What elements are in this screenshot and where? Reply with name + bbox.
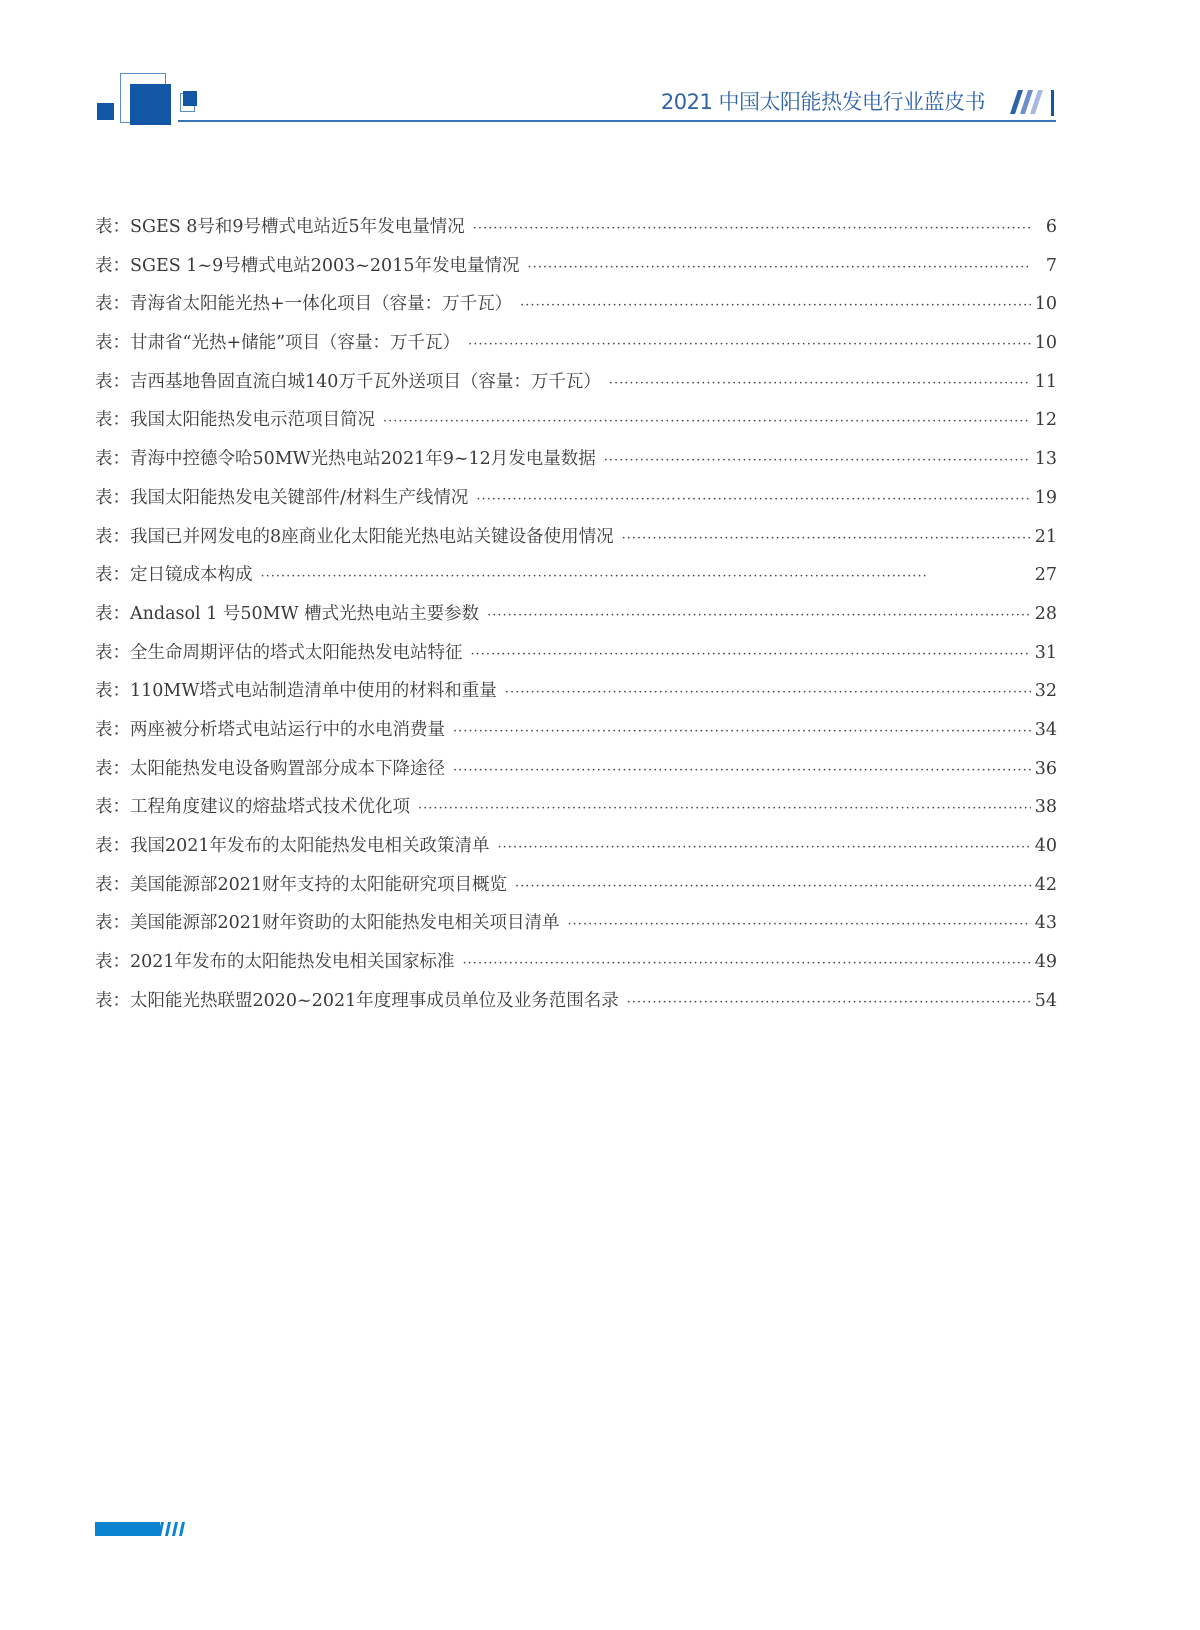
toc-leader-dots — [453, 724, 1031, 739]
toc-entry[interactable] — [95, 523, 1057, 562]
toc-entry-prefix: 表： — [95, 952, 130, 973]
toc-entry-prefix: 表： — [95, 642, 130, 663]
toc-entry-title[interactable]: SGES 8号和9号槽式电站近5年发电量情况 — [130, 217, 465, 237]
toc-entry[interactable] — [95, 639, 1057, 678]
logo-small-square — [97, 103, 114, 120]
toc-leader-dots — [471, 647, 1031, 662]
toc-entry-title[interactable]: 美国能源部2021财年资助的太阳能热发电相关项目清单 — [130, 913, 560, 934]
toc-entry-title[interactable]: 太阳能热发电设备购置部分成本下降途径 — [130, 758, 445, 779]
toc-entry[interactable] — [95, 252, 1057, 291]
toc-entry-page[interactable]: 13 — [1034, 449, 1057, 470]
toc-leader-dots — [453, 763, 1031, 778]
toc-entry-prefix: 表： — [95, 874, 130, 895]
toc-entry-page[interactable]: 7 — [1045, 255, 1057, 276]
logo-mini-square — [183, 91, 197, 106]
toc-entry-title[interactable]: 工程角度建议的熔盐塔式技术优化项 — [130, 797, 410, 818]
toc-entry-title[interactable]: 我国已并网发电的8座商业化太阳能光热电站关键设备使用情况 — [130, 526, 614, 547]
toc-entry-page[interactable]: 43 — [1034, 913, 1057, 934]
footer-bar — [95, 1522, 160, 1536]
toc-entry-title[interactable]: 青海省太阳能光热+一体化项目（容量：万千瓦） — [130, 294, 513, 315]
toc-entry-page[interactable]: 10 — [1034, 333, 1057, 354]
toc-entry[interactable] — [95, 290, 1057, 329]
toc-leader-dots — [604, 453, 1031, 468]
toc-entry-prefix: 表： — [95, 797, 130, 818]
header-rule — [178, 120, 1056, 122]
toc-leader-dots — [261, 569, 1031, 584]
toc-entry-page[interactable]: 40 — [1034, 836, 1057, 856]
logo-large-square — [130, 84, 171, 125]
toc-entry-page[interactable]: 49 — [1034, 952, 1057, 973]
toc-entry-page[interactable]: 28 — [1034, 603, 1057, 624]
toc-entry[interactable] — [95, 368, 1057, 407]
toc-entry[interactable] — [95, 755, 1057, 794]
toc-entry-prefix: 表： — [95, 487, 130, 508]
toc-leader-dots — [463, 956, 1031, 971]
toc-entry[interactable] — [95, 445, 1057, 484]
toc-entry-title[interactable]: Andasol 1 号50MW 槽式光热电站主要参数 — [130, 603, 480, 624]
toc-entry[interactable] — [95, 716, 1057, 755]
toc-entry[interactable] — [95, 909, 1057, 948]
toc-entry[interactable] — [95, 948, 1057, 987]
toc-entry-title[interactable]: 110MW塔式电站制造清单中使用的材料和重量 — [130, 681, 497, 702]
toc-leader-dots — [476, 492, 1030, 507]
toc-entry-page[interactable]: 34 — [1034, 719, 1057, 740]
toc-entry-title[interactable]: 全生命周期评估的塔式太阳能热发电站特征 — [130, 642, 463, 663]
toc-entry-title[interactable]: 甘肃省“光热+储能”项目（容量：万千瓦） — [130, 333, 461, 354]
toc-leader-dots — [627, 995, 1031, 1010]
toc-entry-title[interactable]: 吉西基地鲁固直流白城140万千瓦外送项目（容量：万千瓦） — [130, 371, 601, 392]
toc-entry[interactable] — [95, 987, 1057, 1026]
toc-leader-dots — [498, 840, 1031, 855]
toc-entry-title[interactable]: 美国能源部2021财年支持的太阳能研究项目概览 — [130, 874, 508, 895]
toc-entry-title[interactable]: 我国太阳能热发电示范项目简况 — [130, 410, 375, 431]
toc-entry-prefix: 表： — [95, 565, 130, 586]
toc-entry-prefix: 表： — [95, 758, 130, 779]
toc-entry-title[interactable]: SGES 1~9号槽式电站2003~2015年发电量情况 — [130, 255, 520, 276]
toc-entry-title[interactable]: 2021年发布的太阳能热发电相关国家标准 — [130, 952, 455, 973]
toc-leader-dots — [473, 221, 1031, 236]
toc-entry[interactable] — [95, 329, 1057, 368]
toc-entry-page[interactable]: 11 — [1034, 371, 1057, 392]
toc-entry-title[interactable]: 青海中控德令哈50MW光热电站2021年9~12月发电量数据 — [130, 449, 596, 470]
toc-entry-prefix: 表： — [95, 719, 130, 740]
toc-entry-page[interactable]: 6 — [1045, 217, 1057, 237]
toc-entry-prefix: 表： — [95, 526, 130, 547]
toc-entry-page[interactable]: 32 — [1034, 681, 1057, 702]
toc-leader-dots — [487, 608, 1031, 623]
header-title: 2021 中国太阳能热发电行业蓝皮书 — [660, 90, 985, 114]
toc-entry-prefix: 表： — [95, 333, 130, 354]
toc-entry-title[interactable]: 我国2021年发布的太阳能热发电相关政策清单 — [130, 836, 490, 856]
toc-leader-dots — [568, 917, 1031, 932]
toc-entry-page[interactable]: 19 — [1034, 487, 1057, 508]
toc-entry-prefix: 表： — [95, 449, 130, 470]
toc-entry[interactable] — [95, 600, 1057, 639]
toc-leader-dots — [505, 685, 1031, 700]
toc-entry[interactable] — [95, 793, 1057, 832]
toc-entry-prefix: 表： — [95, 990, 130, 1011]
table-of-tables — [95, 213, 1057, 1025]
toc-entry-page[interactable]: 31 — [1034, 642, 1057, 663]
toc-entry[interactable] — [95, 561, 1057, 600]
toc-entry-page[interactable]: 42 — [1034, 874, 1057, 895]
toc-entry-title[interactable]: 太阳能光热联盟2020~2021年度理事成员单位及业务范围名录 — [130, 990, 619, 1011]
toc-entry[interactable] — [95, 677, 1057, 716]
toc-leader-dots — [418, 801, 1031, 816]
toc-entry-page[interactable]: 38 — [1034, 797, 1057, 818]
toc-leader-dots — [468, 337, 1031, 352]
toc-leader-dots — [609, 376, 1031, 391]
toc-entry-title[interactable]: 我国太阳能热发电关键部件/材料生产线情况 — [130, 487, 469, 508]
footer-slashes-icon — [158, 1522, 188, 1536]
toc-leader-dots — [622, 531, 1031, 546]
toc-entry[interactable] — [95, 832, 1057, 871]
toc-entry-prefix: 表： — [95, 681, 130, 702]
toc-entry-prefix: 表： — [95, 217, 130, 237]
toc-entry-prefix: 表： — [95, 255, 130, 276]
toc-entry-prefix: 表： — [95, 410, 130, 431]
toc-entry[interactable] — [95, 406, 1057, 445]
toc-entry-prefix: 表： — [95, 836, 130, 856]
toc-entry[interactable] — [95, 871, 1057, 910]
toc-entry-prefix: 表： — [95, 371, 130, 392]
toc-entry-page[interactable]: 10 — [1034, 294, 1057, 315]
toc-entry-prefix: 表： — [95, 294, 130, 315]
toc-entry-prefix: 表： — [95, 913, 130, 934]
header-slashes-icon — [1010, 90, 1056, 116]
toc-entry-page[interactable]: 36 — [1034, 758, 1057, 779]
toc-entry-title[interactable]: 定日镜成本构成 — [130, 565, 253, 586]
toc-entry-page[interactable]: 54 — [1034, 990, 1057, 1011]
toc-entry-prefix: 表： — [95, 603, 130, 624]
toc-entry[interactable] — [95, 213, 1057, 252]
toc-entry-page[interactable]: 27 — [1034, 565, 1057, 586]
toc-entry[interactable] — [95, 484, 1057, 523]
toc-leader-dots — [383, 414, 1031, 429]
toc-leader-dots — [515, 879, 1031, 894]
toc-leader-dots — [520, 298, 1031, 313]
toc-leader-dots — [527, 260, 1031, 275]
toc-entry-page[interactable]: 21 — [1034, 526, 1057, 547]
toc-entry-page[interactable]: 12 — [1034, 410, 1057, 431]
toc-entry-title[interactable]: 两座被分析塔式电站运行中的水电消费量 — [130, 719, 445, 740]
